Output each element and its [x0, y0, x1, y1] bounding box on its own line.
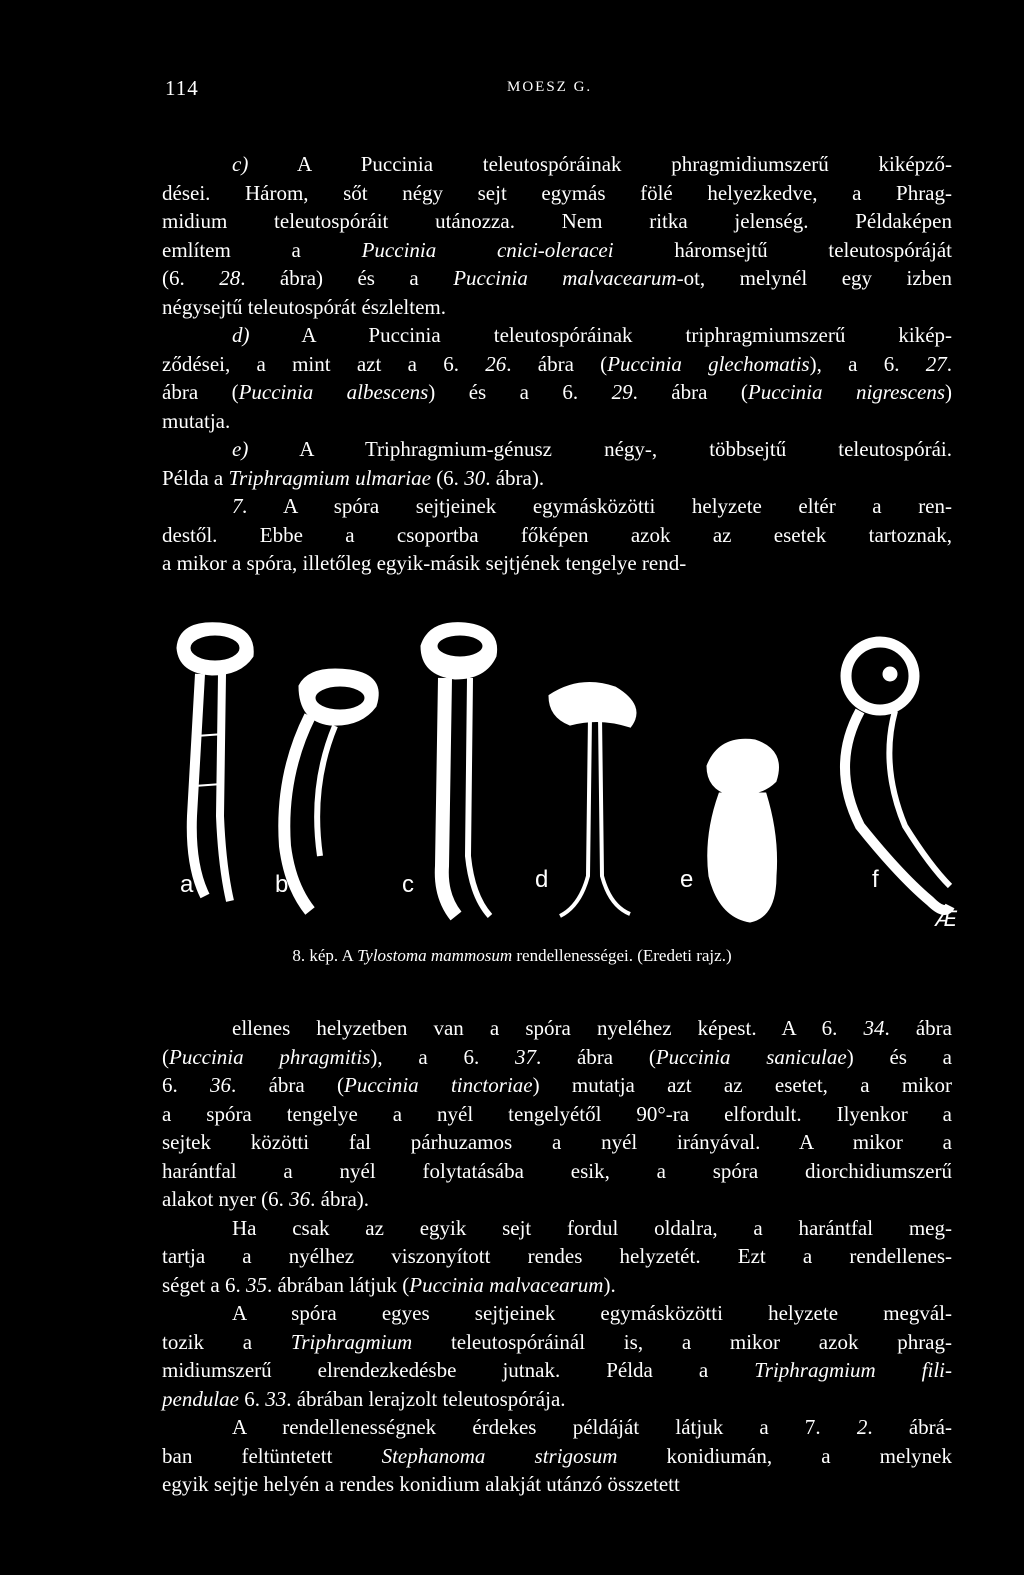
mushroom-f	[842, 638, 950, 910]
text-segment: ) és a	[846, 1044, 952, 1069]
mushroom-a	[178, 624, 252, 901]
text-segment: 6.	[162, 1073, 211, 1097]
text-segment: séget a 6.	[162, 1272, 246, 1297]
text-segment: a spóra tengelye a nyél tengelyétől 90°-ra elfordult. Ilyenkor a	[162, 1101, 952, 1126]
page-header	[165, 76, 955, 106]
text-segment: Puccinia cnici-oleracei	[361, 237, 614, 262]
text-segment: . ábrában látjuk (	[266, 1272, 410, 1297]
text-segment: Puccinia saniculae	[655, 1044, 847, 1069]
text-segment: . ábra	[884, 1016, 952, 1040]
text-segment: midium teleutospóráit utánozza. Nem ritka jelenség. Példaképen	[162, 209, 952, 233]
text-segment: említem a	[162, 237, 362, 262]
text-line	[162, 1470, 952, 1499]
figure-label-f: f	[872, 866, 879, 893]
artist-monogram: Æ	[935, 906, 957, 931]
text-segment: teleutospóráinál is, a mikor azok phrag-	[412, 1329, 952, 1354]
text-line	[162, 179, 952, 208]
text-segment: Puccinia phragmitis	[169, 1044, 371, 1069]
text-segment: ), a 6.	[809, 351, 926, 376]
caption-prefix: 8. kép. A	[292, 946, 358, 965]
paragraph-label: c)	[232, 152, 249, 176]
text-segment: tozik a	[162, 1329, 291, 1354]
text-segment: 36	[210, 1073, 232, 1097]
text-segment: )	[945, 380, 952, 404]
text-segment: alakot nyer (6.	[162, 1187, 290, 1211]
text-segment: midiumszerű elrendezkedésbe jutnak. Példa a	[162, 1358, 755, 1382]
text-segment: ban feltüntetett	[162, 1443, 382, 1468]
text-segment: mutatja.	[162, 408, 231, 433]
text-segment: . ábra (	[632, 380, 748, 404]
caption-suffix: rendellenességei. (Eredeti rajz.)	[512, 946, 732, 965]
text-segment: a mikor a spóra, illetőleg egyik-másik sejtjének tengelye rend-	[162, 551, 687, 575]
text-segment: 35	[245, 1272, 267, 1297]
text-line	[162, 293, 952, 322]
text-segment: 36	[289, 1187, 311, 1211]
text-line	[162, 549, 952, 578]
text-segment: Stephanoma strigosum	[381, 1443, 618, 1468]
mushroom-c	[422, 624, 496, 916]
text-segment: Példa a	[162, 465, 229, 490]
text-line	[162, 435, 952, 464]
text-line	[162, 1385, 952, 1414]
text-segment: 33	[265, 1386, 287, 1411]
paragraph-label: 7.	[232, 494, 248, 518]
text-segment: 27	[925, 351, 947, 376]
text-segment: egyik sejtje helyén a rendes konidium alakját utánzó összetett	[162, 1472, 680, 1496]
text-segment: háromsejtű teleutospóráját	[613, 237, 952, 262]
paragraph-label: d)	[232, 323, 250, 347]
text-segment: ződései, a mint azt a 6.	[162, 351, 486, 376]
text-segment: konidiumán, a melynek	[617, 1443, 952, 1468]
text-segment: . ábra (	[506, 351, 608, 376]
text-line	[162, 236, 952, 265]
text-segment: . ábrá-	[867, 1415, 952, 1439]
figure-label-c: c	[402, 871, 414, 898]
paragraph-label: e)	[232, 437, 249, 461]
text-segment: A Triphragmium-génusz négy-, többsejtű teleutospórái.	[299, 437, 952, 461]
text-line	[162, 1271, 952, 1300]
text-segment: A Puccinia teleutospóráinak phragmidiumszerű kiképző-	[296, 152, 952, 176]
text-segment: 29	[611, 380, 633, 404]
text-segment: sejtek közötti fal párhuzamos a nyél irányával. A mikor a	[162, 1130, 952, 1154]
text-segment: négysejtű teleutospórát észleltem.	[162, 294, 446, 319]
text-segment: . ábra) és a	[240, 266, 454, 290]
text-segment: . ábrában lerajzolt teleutospórája.	[286, 1386, 566, 1411]
text-line	[162, 521, 952, 550]
text-segment: . ábra (	[535, 1044, 656, 1069]
text-segment: .	[946, 351, 952, 376]
figure-label-d: d	[535, 866, 549, 893]
figure-label-a: a	[180, 871, 194, 898]
text-segment: 26	[485, 351, 507, 376]
text-segment: Puccinia tinctoriae	[344, 1073, 533, 1097]
text-segment: Triphragmium ulmariae	[228, 465, 431, 490]
text-line	[162, 378, 952, 407]
text-segment: 6.	[238, 1386, 266, 1411]
mushroom-e	[708, 740, 778, 921]
text-segment: ), a 6.	[370, 1044, 515, 1069]
text-segment: ).	[603, 1272, 616, 1297]
text-segment: 37	[514, 1044, 536, 1069]
text-line	[162, 1413, 952, 1442]
text-segment: Triphragmium fili-	[754, 1358, 952, 1382]
text-line	[162, 1442, 952, 1471]
text-segment: Ha csak az egyik sejt fordul oldalra, a harántfal meg-	[232, 1215, 952, 1240]
figure-caption	[0, 946, 1024, 966]
text-line	[162, 1157, 952, 1186]
text-segment: Triphragmium	[290, 1329, 413, 1354]
text-segment: Puccinia albescens	[238, 380, 429, 404]
text-segment: (6.	[430, 465, 465, 490]
text-segment: A spóra egyes sejtjeinek egymásközötti helyzete megvál-	[232, 1301, 952, 1325]
text-segment: Puccinia nigrescens	[747, 380, 945, 404]
text-line	[162, 150, 952, 179]
text-segment: (6.	[162, 266, 220, 290]
text-line	[162, 1299, 952, 1328]
text-line	[162, 321, 952, 350]
text-line	[162, 492, 952, 521]
mushroom-b	[284, 670, 377, 911]
text-line	[162, 1185, 952, 1214]
caption-species: Tylostoma mammosum	[357, 946, 513, 965]
text-segment: ábra (	[162, 380, 239, 404]
text-line	[162, 1356, 952, 1385]
text-segment: tartja a nyélhez viszonyított rendes helyzetét. Ezt a rendellenes-	[162, 1244, 952, 1268]
text-block-top	[162, 150, 952, 578]
figure-label-b: b	[275, 871, 289, 898]
text-line	[162, 1043, 952, 1072]
page-number: 114	[165, 76, 199, 100]
text-block-bottom	[162, 1014, 952, 1499]
text-segment: 28	[219, 266, 241, 290]
text-segment: (	[162, 1044, 169, 1069]
text-segment: . ábra).	[485, 465, 545, 490]
text-line	[162, 407, 952, 436]
text-segment: A Puccinia teleutospóráinak triphragmiumszerű kikép-	[301, 323, 953, 347]
text-segment: . ábra (	[231, 1073, 345, 1097]
text-segment: -ot, melynél egy izben	[676, 266, 952, 290]
figure-tylostoma	[160, 616, 960, 946]
text-segment: . ábra).	[310, 1187, 370, 1211]
text-line	[162, 350, 952, 379]
text-segment: A rendellenességnek érdekes példáját látjuk a 7.	[232, 1415, 857, 1439]
text-line	[162, 1071, 952, 1100]
text-segment: ellenes helyzetben van a spóra nyeléhez képest. A 6.	[232, 1016, 864, 1040]
text-line	[162, 207, 952, 236]
text-segment: 30	[464, 465, 486, 490]
text-segment: Puccinia glechomatis	[607, 351, 810, 376]
text-line	[162, 1242, 952, 1271]
text-segment: A spóra sejtjeinek egymásközötti helyzete eltér a ren-	[283, 494, 952, 518]
text-segment: pendulae	[162, 1386, 239, 1411]
text-segment: ) mutatja azt az esetet, a mikor	[532, 1073, 952, 1097]
text-segment: dései. Három, sőt négy sejt egymás fölé helyezkedve, a Phrag-	[162, 180, 952, 205]
text-segment: destől. Ebbe a csoportba főképen azok az esetek tartoznak,	[162, 522, 952, 547]
text-segment: Puccinia malvacearum	[453, 266, 677, 290]
text-line	[162, 264, 952, 293]
text-line	[162, 464, 952, 493]
text-line	[162, 1214, 952, 1243]
text-segment: 2	[856, 1415, 868, 1439]
text-segment: Puccinia malvacearum	[409, 1272, 604, 1297]
mushroom-d	[550, 684, 635, 917]
text-line	[162, 1128, 952, 1157]
text-line	[162, 1014, 952, 1043]
figure-label-e: e	[680, 866, 694, 893]
text-line	[162, 1328, 952, 1357]
text-segment: harántfal a nyél folytatásába esik, a spóra diorchidiumszerű	[162, 1158, 952, 1183]
text-segment: ) és a 6.	[428, 380, 612, 404]
text-line	[162, 1100, 952, 1129]
running-head: MOESZ G.	[507, 79, 593, 95]
text-segment: 34	[863, 1016, 885, 1040]
